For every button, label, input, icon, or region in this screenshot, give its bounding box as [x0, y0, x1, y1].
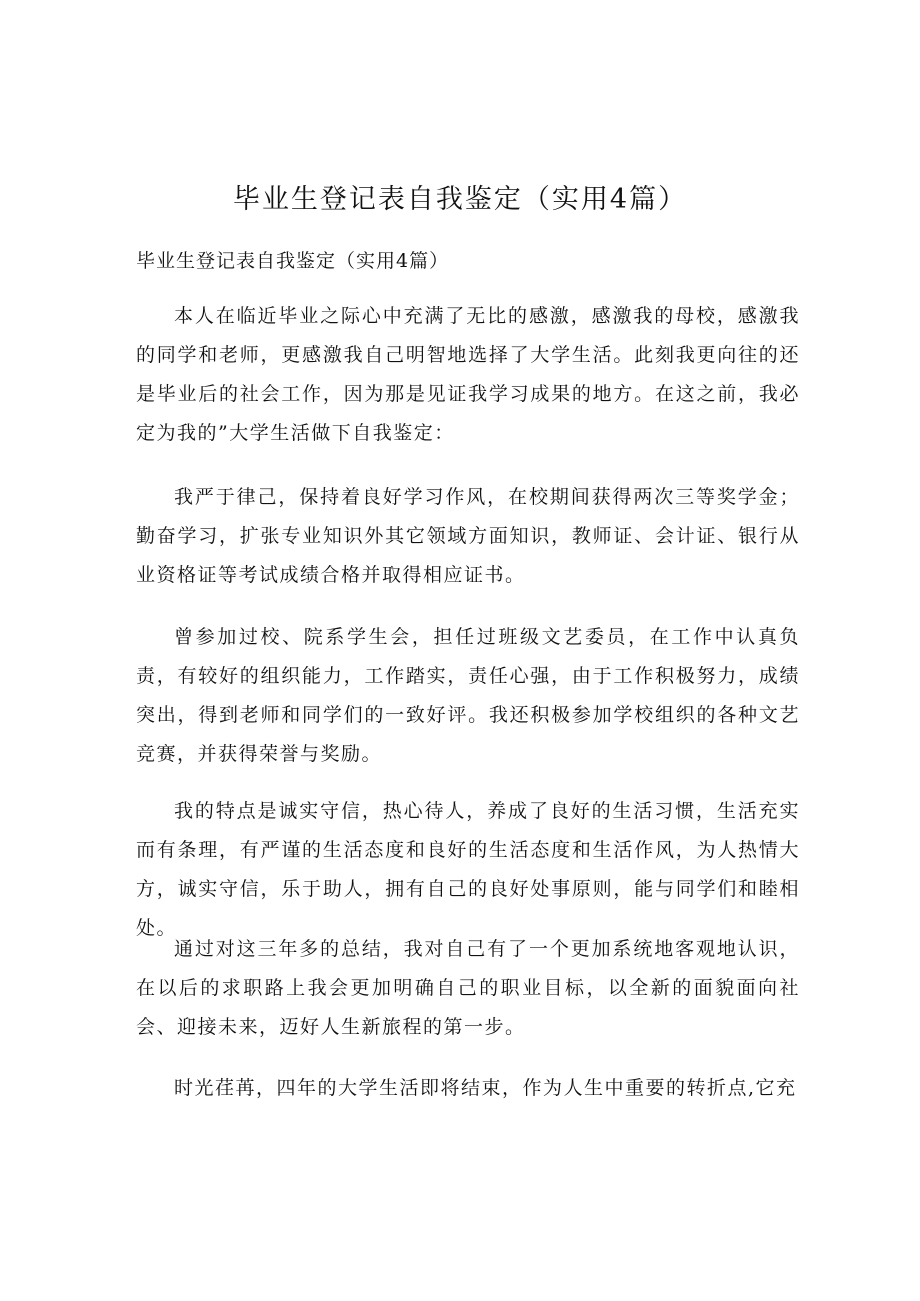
- paragraph-3: 曾参加过校、院系学生会，担任过班级文艺委员，在工作中认真负责，有较好的组织能力，工作踏实，责任心强，由于工作积极努力，成绩突出，得到老师和同学们的一致好评。我还积极参加学校组织的各种文艺竞赛，并获得荣誉与奖励。: [136, 626, 800, 765]
- paragraph-5: 通过对这三年多的总结，我对自己有了一个更加系统地客观地认识，在以后的求职路上我会更加明确自己的职业目标，以全新的面貌面向社会、迎接未来，迈好人生新旅程的第一步。: [136, 938, 800, 1038]
- document-subtitle: 毕业生登记表自我鉴定（实用4篇）: [136, 250, 450, 272]
- paragraph-6: 时光荏苒，四年的大学生活即将结束，作为人生中重要的转折点,它充: [174, 1077, 797, 1099]
- paragraph-1: 本人在临近毕业之际心中充满了无比的感激，感激我的母校，感激我的同学和老师，更感激我自己明智地选择了大学生活。此刻我更向往的还是毕业后的社会工作，因为那是见证我学习成果的地方。在这之前，我必定为我的”大学生活做下自我鉴定：: [136, 305, 800, 444]
- document-title: 毕业生登记表自我鉴定（实用4篇）: [232, 184, 688, 215]
- paragraph-2: 我严于律己，保持着良好学习作风，在校期间获得两次三等奖学金；勤奋学习，扩张专业知识外其它领域方面知识，教师证、会计证、银行从业资格证等考试成绩合格并取得相应证书。: [136, 486, 800, 586]
- paragraph-4: 我的特点是诚实守信，热心待人，养成了良好的生活习惯，生活充实而有条理，有严谨的生活态度和良好的生活态度和生活作风，为人热情大方，诚实守信，乐于助人，拥有自己的良好处事原则，能与同学们和睦相处。: [136, 800, 800, 939]
